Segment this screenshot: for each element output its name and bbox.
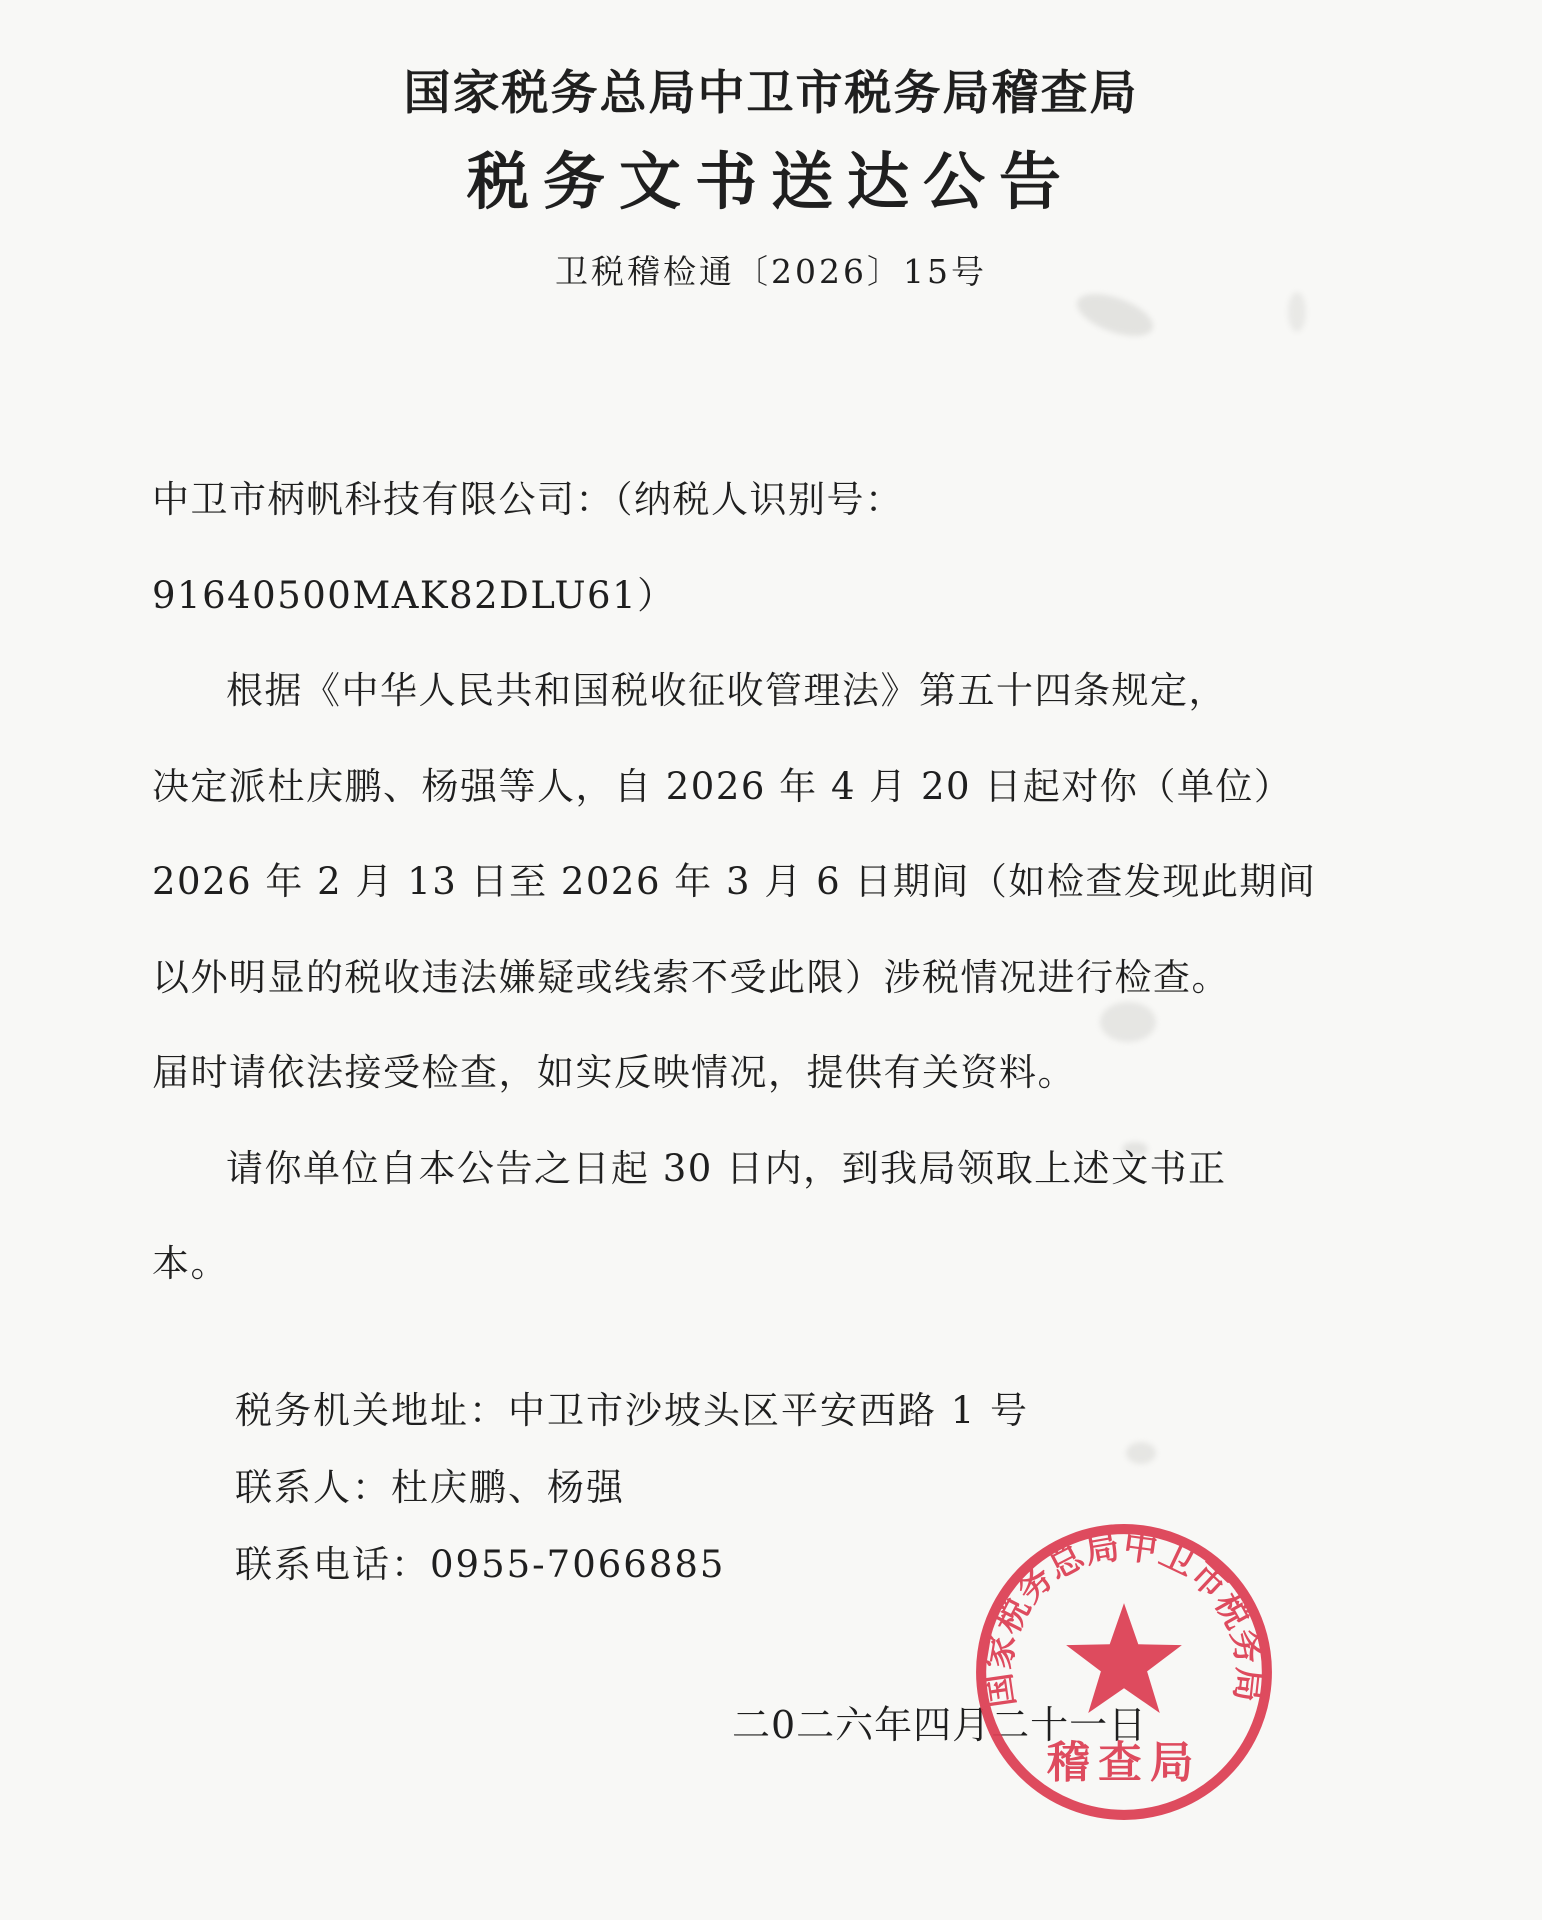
contact-phone: 联系电话：0955-7066885	[235, 1543, 726, 1586]
body-line: 根据《中华人民共和国税收征收管理法》第五十四条规定，	[226, 669, 1227, 712]
issue-date: 二0二六年四月二十一日	[732, 1703, 1148, 1747]
scan-artifact	[1288, 292, 1306, 332]
body-line: 届时请依法接受检查，如实反映情况，提供有关资料。	[152, 1051, 1076, 1094]
contact-info	[235, 1372, 1029, 1603]
document-title: 税务文书送达公告	[466, 145, 1075, 218]
scan-artifact	[1126, 1442, 1156, 1464]
seal-star-icon	[1066, 1603, 1182, 1713]
body-line: 2026 年 2 月 13 日至 2026 年 3 月 6 日期间（如检查发现此期间	[152, 860, 1317, 903]
official-seal	[972, 1520, 1276, 1824]
seal-arc-text: 国家税务总局中卫市税务局	[977, 1525, 1271, 1711]
tax-office-address: 税务机关地址：中卫市沙坡头区平安西路 1 号	[235, 1389, 1030, 1432]
taxpayer-id-line: 91640500MAK82DLU61）	[152, 573, 676, 617]
body-text	[152, 452, 1317, 1312]
document-number: 卫税稽检通〔2026〕15号	[555, 252, 987, 291]
issuing-authority-title: 国家税务总局中卫市税务局稽查局	[403, 66, 1139, 121]
body-line: 以外明显的税收违法嫌疑或线索不受此限）涉税情况进行检查。	[152, 955, 1230, 999]
addressee-line: 中卫市柄帆科技有限公司：（纳税人识别号：	[152, 478, 904, 521]
body-line: 本。	[152, 1242, 229, 1285]
body-line: 请你单位自本公告之日起 30 日内，到我局领取上述文书正	[226, 1146, 1227, 1190]
seal-bottom-text: 稽查局	[1046, 1737, 1202, 1789]
body-line: 决定派杜庆鹏、杨强等人，自 2026 年 4 月 20 日起对你（单位）	[152, 764, 1293, 808]
contact-person: 联系人：杜庆鹏、杨强	[235, 1466, 625, 1509]
scan-artifact	[1072, 285, 1159, 344]
